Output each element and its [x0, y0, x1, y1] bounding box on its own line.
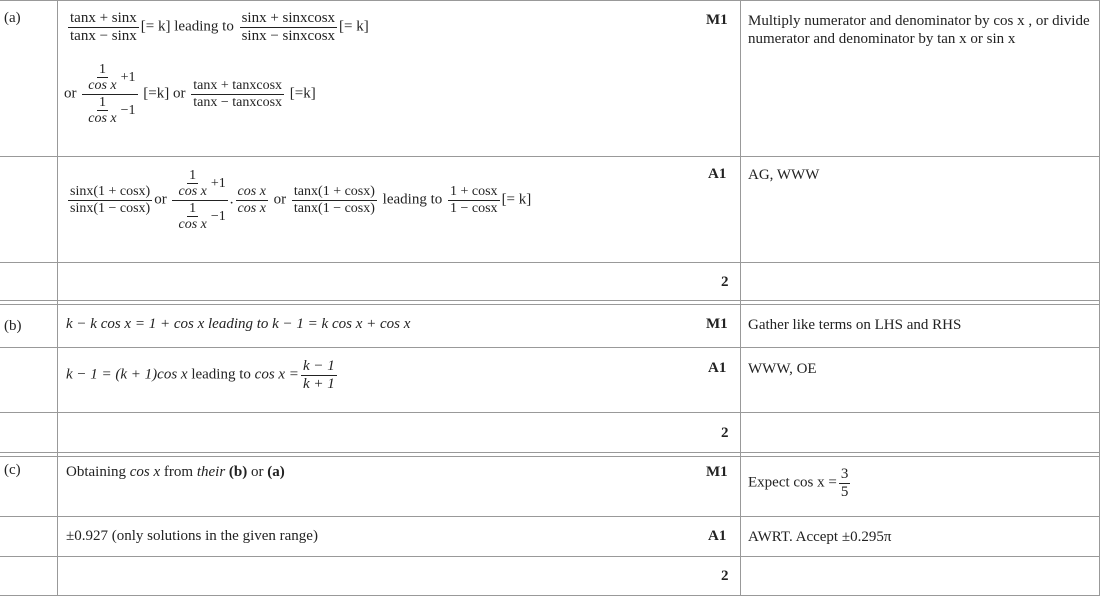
rule [0, 347, 1100, 348]
total-a: 2 [721, 274, 729, 290]
b-row1-text: k − k cos x = 1 + cos x leading to k − 1 = k cos x + cos x [66, 316, 411, 332]
rule [0, 262, 1100, 263]
comment-c1: Expect cos x = $\frac{3}{5}$ [748, 466, 849, 500]
rule [0, 300, 1100, 301]
rule [0, 452, 1100, 453]
comment-a2: AG, WWW [748, 167, 820, 183]
fraction: $\frac{3}{5}$ [840, 466, 849, 500]
a-row2-line: $\frac{\sin x(1 + \cos x)}{\sin x(1 - \cos x)}$ or $\frac{1}{\text{cos x}}$ +1 $\frac{1}{\text{cos x}}$ −1 . $\frac{\text{cos x}}{\text{cos x}}$ or $\frac{\tan x(1 + \cos x)}{\tan x(1 - \cos x)}$ leading to $\frac{1 + \cos x}{1 - \cos x}$ [= k] [70, 168, 532, 233]
rule [0, 516, 1100, 517]
fraction: $\frac{\sin x(1 + \cos x)}{\sin x(1 - \cos x)}$ [70, 184, 151, 216]
comment-b1: Gather like terms on LHS and RHS [748, 317, 962, 333]
a-row1-line2: or $\frac{1}{\text{cos x}}$ +1 $\frac{1}{\text{cos x}}$ −1 [=k] or $\frac{\text{tanx + tanxcosx}}{\text{tanx − tanxcosx}}$ [=k] [64, 62, 316, 127]
mark-c1: M1 [706, 464, 728, 480]
c-row2-text: ±0.927 (only solutions in the given range) [66, 528, 318, 544]
part-label-a: (a) [4, 10, 21, 26]
rule [740, 0, 741, 596]
mark-b2: A1 [708, 360, 727, 376]
nested-fraction: $\frac{1}{\text{cos x}}$ +1 $\frac{1}{\text{cos x}}$ −1 [172, 168, 227, 233]
a-row1-line1: $\frac{\tan x + \sin x}{\tan x - \sin x}$ [= k] leading to $\frac{\text{sinx + sinxcosx}}{\text{sinx − sinxcosx}}$ [= k] [70, 10, 369, 44]
mark-c2: A1 [708, 528, 727, 544]
fraction: $\frac{\tan x + \sin x}{\tan x - \sin x}$ [70, 10, 137, 44]
rule [0, 556, 1100, 557]
rule [0, 412, 1100, 413]
fraction: $\frac{k - 1}{k + 1}$ [302, 358, 335, 392]
rule [0, 156, 1100, 157]
total-b: 2 [721, 425, 729, 441]
mark-a2: A1 [708, 166, 727, 182]
mark-b1: M1 [706, 316, 728, 332]
total-c: 2 [721, 568, 729, 584]
mark-a1: M1 [706, 12, 728, 28]
fraction: $\frac{1 + \cos x}{1 - \cos x}$ [450, 184, 498, 216]
fraction: $\frac{\tan x(1 + \cos x)}{\tan x(1 - \cos x)}$ [293, 184, 375, 216]
part-label-b: (b) [4, 318, 22, 334]
rule [0, 0, 1100, 1]
b-row2-line: k − 1 = (k + 1)cos x leading to cos x = $\frac{k - 1}{k + 1}$ [66, 358, 335, 392]
comment-a1: Multiply numerator and denominator by cos x , or divide numerator and denominator by tan x or sin x [748, 13, 1090, 47]
nested-fraction: $\frac{1}{\text{cos x}}$ +1 $\frac{1}{\text{cos x}}$ −1 [82, 62, 137, 127]
rule [0, 456, 1100, 457]
c-row1-text: Obtaining cos x from their (b) or (a) [66, 464, 285, 480]
part-label-c: (c) [4, 462, 21, 478]
rule [0, 304, 1100, 305]
fraction: $\frac{\text{cos x}}{\text{cos x}}$ [237, 184, 266, 216]
fraction: $\frac{\text{tanx + tanxcosx}}{\text{tanx − tanxcosx}}$ [193, 78, 283, 110]
rule [57, 0, 58, 596]
fraction: $\frac{\text{sinx + sinxcosx}}{\text{sinx − sinxcosx}}$ [241, 10, 336, 44]
comment-c2: AWRT. Accept ±0.295π [748, 529, 892, 545]
comment-b2: WWW, OE [748, 361, 817, 377]
